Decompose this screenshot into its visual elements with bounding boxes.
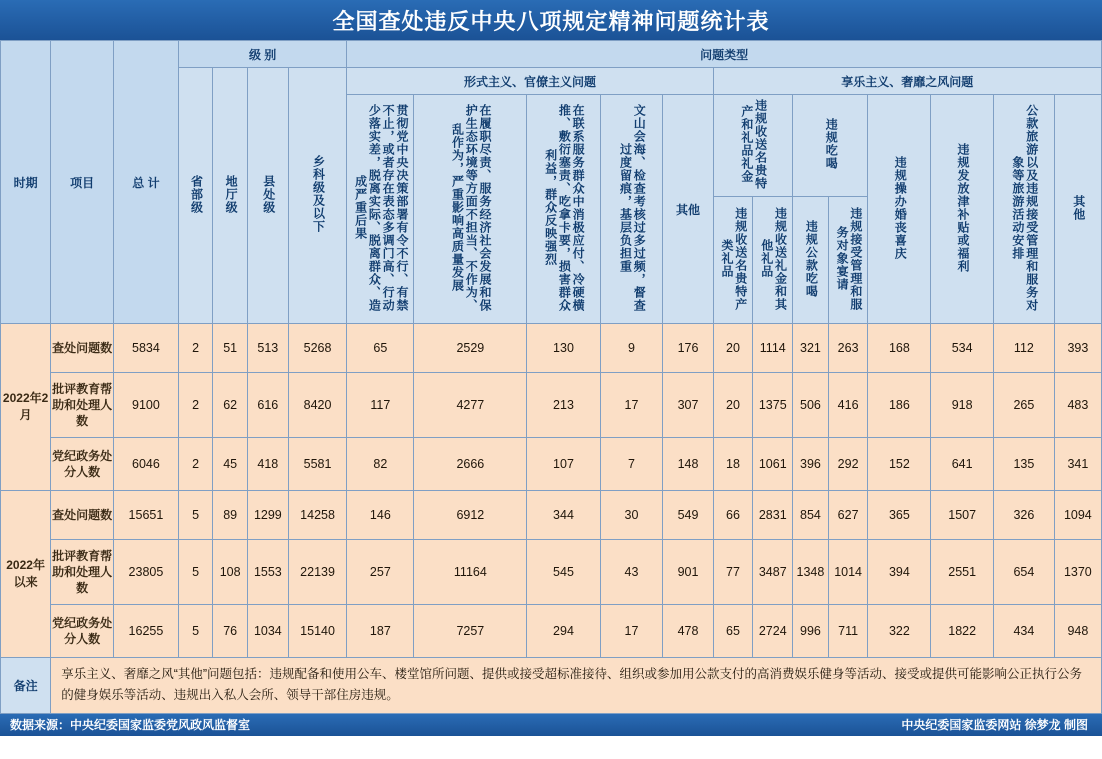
header-formalism-col-4 bbox=[600, 95, 663, 324]
cell-hedonism-3: 711 bbox=[828, 605, 868, 658]
table-row bbox=[1, 540, 1102, 605]
cell-formalism-2: 545 bbox=[527, 540, 600, 605]
cell-level-3: 15140 bbox=[288, 605, 347, 658]
header-hedonism-gift-group-label: 违规收送名贵特产和礼品礼金 bbox=[739, 98, 768, 190]
cell-hedonism-5: 2551 bbox=[931, 540, 994, 605]
cell-formalism-other: 176 bbox=[663, 324, 713, 373]
cell-level-2: 1553 bbox=[247, 540, 288, 605]
cell-hedonism-1: 2831 bbox=[753, 491, 793, 540]
cell-hedonism-2: 506 bbox=[793, 373, 829, 438]
cell-hedonism-6: 434 bbox=[994, 605, 1055, 658]
header-hedonism-gift-sub-1-label: 违规收送名贵特产类礼品 bbox=[719, 206, 748, 311]
cell-hedonism-0: 20 bbox=[713, 324, 753, 373]
cell-formalism-0: 82 bbox=[347, 438, 414, 491]
cell-hedonism-4: 394 bbox=[868, 540, 931, 605]
header-formalism-col-1-label: 贯彻党中央决策部署有令不行、有禁不止，或者存在表态多调门高、行动少落实差，脱离实际、脱离群众、造成严重后果 bbox=[353, 103, 409, 312]
cell-formalism-2: 213 bbox=[527, 373, 600, 438]
cell-level-3: 5268 bbox=[288, 324, 347, 373]
cell-total: 6046 bbox=[114, 438, 179, 491]
row-period-2022-02-label: 2022年2月 bbox=[2, 391, 49, 422]
cell-hedonism-7: 1094 bbox=[1054, 491, 1101, 540]
cell-formalism-1: 2666 bbox=[414, 438, 527, 491]
cell-hedonism-3: 292 bbox=[828, 438, 868, 491]
cell-formalism-1: 7257 bbox=[414, 605, 527, 658]
header-hedonism-travel-label: 公款旅游以及违规接受管理和服务对象等旅游活动安排 bbox=[1010, 103, 1039, 312]
header-hedonism-gift-sub-2-label: 违规收送礼金和其他礼品 bbox=[759, 206, 788, 311]
cell-level-0: 2 bbox=[178, 373, 213, 438]
cell-hedonism-0: 18 bbox=[713, 438, 753, 491]
cell-hedonism-2: 996 bbox=[793, 605, 829, 658]
table-row bbox=[1, 438, 1102, 491]
cell-hedonism-4: 168 bbox=[868, 324, 931, 373]
cell-formalism-0: 257 bbox=[347, 540, 414, 605]
cell-level-1: 76 bbox=[213, 605, 248, 658]
header-level-xianchu bbox=[247, 68, 288, 324]
cell-level-1: 62 bbox=[213, 373, 248, 438]
cell-hedonism-3: 1014 bbox=[828, 540, 868, 605]
cell-hedonism-7: 948 bbox=[1054, 605, 1101, 658]
cell-total: 5834 bbox=[114, 324, 179, 373]
row-item-label: 查处问题数 bbox=[51, 324, 114, 373]
cell-formalism-3: 9 bbox=[600, 324, 663, 373]
row-item-label: 查处问题数 bbox=[51, 491, 114, 540]
cell-hedonism-5: 1822 bbox=[931, 605, 994, 658]
header-hedonism-other-label: 其他 bbox=[1071, 194, 1086, 221]
cell-formalism-1: 4277 bbox=[414, 373, 527, 438]
header-level-sheng-label: 省部级 bbox=[189, 174, 204, 214]
cell-formalism-2: 130 bbox=[527, 324, 600, 373]
cell-formalism-2: 344 bbox=[527, 491, 600, 540]
cell-hedonism-4: 186 bbox=[868, 373, 931, 438]
cell-hedonism-7: 341 bbox=[1054, 438, 1101, 491]
cell-total: 16255 bbox=[114, 605, 179, 658]
cell-hedonism-1: 1061 bbox=[753, 438, 793, 491]
cell-level-2: 1034 bbox=[247, 605, 288, 658]
header-hedonism-dining-group bbox=[793, 95, 868, 197]
remark-row bbox=[1, 658, 1102, 714]
cell-formalism-1: 2529 bbox=[414, 324, 527, 373]
cell-formalism-0: 187 bbox=[347, 605, 414, 658]
header-hedonism-dining-sub-1 bbox=[793, 197, 829, 324]
header-level-diting bbox=[213, 68, 248, 324]
cell-level-0: 2 bbox=[178, 438, 213, 491]
header-hedonism-dining-sub-2-label: 违规接受管理和服务对象宴请 bbox=[835, 206, 863, 311]
header-formalism-col-other: 其他 bbox=[663, 95, 713, 324]
cell-level-2: 513 bbox=[247, 324, 288, 373]
row-item-label: 批评教育帮助和处理人数 bbox=[51, 540, 114, 605]
header-level-diting-label: 地厅级 bbox=[224, 174, 239, 214]
cell-formalism-0: 117 bbox=[347, 373, 414, 438]
cell-hedonism-2: 321 bbox=[793, 324, 829, 373]
cell-hedonism-3: 416 bbox=[828, 373, 868, 438]
cell-hedonism-2: 396 bbox=[793, 438, 829, 491]
page-title: 全国查处违反中央八项规定精神问题统计表 bbox=[0, 0, 1102, 40]
table-row bbox=[1, 373, 1102, 438]
header-hedonism-gift-group bbox=[713, 95, 793, 197]
header-formalism-col-3-label: 在联系服务群众中消极应付、冷硬横推、敷衍塞责、吃拿卡要，损害群众利益，群众反映强烈 bbox=[543, 103, 586, 312]
header-formalism-group: 形式主义、官僚主义问题 bbox=[347, 68, 713, 95]
cell-level-3: 14258 bbox=[288, 491, 347, 540]
header-total: 总 计 bbox=[114, 41, 179, 324]
cell-hedonism-3: 627 bbox=[828, 491, 868, 540]
row-period-2022-02 bbox=[1, 324, 51, 491]
cell-hedonism-4: 152 bbox=[868, 438, 931, 491]
cell-total: 9100 bbox=[114, 373, 179, 438]
row-period-2022-ytd-label: 2022年以来 bbox=[6, 558, 45, 589]
cell-hedonism-7: 483 bbox=[1054, 373, 1101, 438]
cell-hedonism-1: 1114 bbox=[753, 324, 793, 373]
cell-hedonism-5: 641 bbox=[931, 438, 994, 491]
cell-hedonism-6: 326 bbox=[994, 491, 1055, 540]
cell-hedonism-2: 1348 bbox=[793, 540, 829, 605]
header-hedonism-travel bbox=[994, 95, 1055, 324]
row-item-label: 党纪政务处分人数 bbox=[51, 605, 114, 658]
header-hedonism-dining-sub-1-label: 违规公款吃喝 bbox=[804, 219, 819, 298]
cell-hedonism-0: 77 bbox=[713, 540, 753, 605]
cell-level-0: 5 bbox=[178, 605, 213, 658]
cell-formalism-other: 148 bbox=[663, 438, 713, 491]
header-hedonism-gift-sub-1 bbox=[713, 197, 753, 324]
header-formalism-col-1 bbox=[347, 95, 414, 324]
footer-credit: 中央纪委国家监委网站 徐梦龙 制图 bbox=[901, 718, 1088, 732]
header-hedonism-weddings-label: 违规操办婚丧喜庆 bbox=[893, 155, 908, 260]
cell-formalism-0: 65 bbox=[347, 324, 414, 373]
statistics-table bbox=[0, 40, 1102, 714]
cell-hedonism-7: 1370 bbox=[1054, 540, 1101, 605]
header-level-group: 级 别 bbox=[178, 41, 347, 68]
header-hedonism-allowance bbox=[931, 95, 994, 324]
cell-hedonism-5: 534 bbox=[931, 324, 994, 373]
cell-hedonism-0: 66 bbox=[713, 491, 753, 540]
header-item: 项目 bbox=[51, 41, 114, 324]
header-hedonism-weddings bbox=[868, 95, 931, 324]
cell-hedonism-0: 20 bbox=[713, 373, 753, 438]
table-row bbox=[1, 491, 1102, 540]
remark-label: 备注 bbox=[1, 658, 51, 714]
header-formalism-col-2 bbox=[414, 95, 527, 324]
header-period: 时期 bbox=[1, 41, 51, 324]
cell-level-1: 51 bbox=[213, 324, 248, 373]
cell-total: 15651 bbox=[114, 491, 179, 540]
cell-level-1: 108 bbox=[213, 540, 248, 605]
cell-formalism-1: 6912 bbox=[414, 491, 527, 540]
cell-total: 23805 bbox=[114, 540, 179, 605]
cell-formalism-3: 17 bbox=[600, 373, 663, 438]
cell-formalism-1: 11164 bbox=[414, 540, 527, 605]
cell-formalism-3: 30 bbox=[600, 491, 663, 540]
cell-level-3: 22139 bbox=[288, 540, 347, 605]
cell-level-3: 8420 bbox=[288, 373, 347, 438]
cell-hedonism-6: 654 bbox=[994, 540, 1055, 605]
cell-hedonism-4: 322 bbox=[868, 605, 931, 658]
cell-hedonism-1: 3487 bbox=[753, 540, 793, 605]
cell-level-1: 89 bbox=[213, 491, 248, 540]
header-formalism-col-4-label: 文山会海、检查考核过多过频，督查过度留痕，基层负担重 bbox=[618, 103, 647, 312]
header-row-1 bbox=[1, 41, 1102, 68]
cell-hedonism-3: 263 bbox=[828, 324, 868, 373]
table-row bbox=[1, 605, 1102, 658]
header-hedonism-other bbox=[1054, 95, 1101, 324]
cell-hedonism-1: 2724 bbox=[753, 605, 793, 658]
cell-formalism-2: 294 bbox=[527, 605, 600, 658]
cell-formalism-other: 478 bbox=[663, 605, 713, 658]
footer-bar bbox=[0, 714, 1102, 736]
cell-hedonism-5: 918 bbox=[931, 373, 994, 438]
cell-formalism-3: 7 bbox=[600, 438, 663, 491]
cell-formalism-2: 107 bbox=[527, 438, 600, 491]
cell-hedonism-1: 1375 bbox=[753, 373, 793, 438]
header-hedonism-gift-sub-2 bbox=[753, 197, 793, 324]
header-hedonism-dining-group-label: 违规吃喝 bbox=[824, 118, 839, 170]
header-level-xiangke bbox=[288, 68, 347, 324]
cell-hedonism-5: 1507 bbox=[931, 491, 994, 540]
header-problem-type: 问题类型 bbox=[347, 41, 1102, 68]
header-formalism-col-2-label: 在履职尽责、服务经济社会发展和保护生态环境等方面不担当、不作为、乱作为，严重影响高质量发展 bbox=[450, 103, 493, 312]
cell-level-2: 616 bbox=[247, 373, 288, 438]
cell-hedonism-2: 854 bbox=[793, 491, 829, 540]
header-hedonism-dining-sub-2 bbox=[828, 197, 868, 324]
cell-level-0: 2 bbox=[178, 324, 213, 373]
cell-level-0: 5 bbox=[178, 540, 213, 605]
cell-level-2: 1299 bbox=[247, 491, 288, 540]
header-formalism-col-3 bbox=[527, 95, 600, 324]
cell-level-0: 5 bbox=[178, 491, 213, 540]
cell-formalism-other: 549 bbox=[663, 491, 713, 540]
cell-formalism-3: 43 bbox=[600, 540, 663, 605]
header-hedonism-group: 享乐主义、奢靡之风问题 bbox=[713, 68, 1101, 95]
header-level-xiangke-label: 乡科级及以下 bbox=[311, 155, 326, 233]
cell-hedonism-6: 135 bbox=[994, 438, 1055, 491]
cell-hedonism-4: 365 bbox=[868, 491, 931, 540]
header-level-xianchu-label: 县处级 bbox=[261, 174, 276, 214]
cell-hedonism-6: 112 bbox=[994, 324, 1055, 373]
table-row bbox=[1, 324, 1102, 373]
cell-level-2: 418 bbox=[247, 438, 288, 491]
remark-text: 享乐主义、奢靡之风“其他”问题包括：违规配备和使用公车、楼堂馆所问题、提供或接受超标准接待、组织或参加用公款支付的高消费娱乐健身等活动、接受或提供可能影响公正执行公务的健身娱乐等活动、违规出入私人会所、领导干部住房违规。 bbox=[51, 658, 1102, 714]
cell-formalism-0: 146 bbox=[347, 491, 414, 540]
cell-hedonism-6: 265 bbox=[994, 373, 1055, 438]
cell-formalism-3: 17 bbox=[600, 605, 663, 658]
cell-hedonism-0: 65 bbox=[713, 605, 753, 658]
row-item-label: 党纪政务处分人数 bbox=[51, 438, 114, 491]
cell-formalism-other: 307 bbox=[663, 373, 713, 438]
row-period-2022-ytd bbox=[1, 491, 51, 658]
cell-level-1: 45 bbox=[213, 438, 248, 491]
footer-source: 数据来源：中央纪委国家监委党风政风监督室 bbox=[10, 718, 251, 732]
header-hedonism-allowance-label: 违规发放津补贴或福利 bbox=[956, 142, 971, 273]
cell-hedonism-7: 393 bbox=[1054, 324, 1101, 373]
header-level-sheng bbox=[178, 68, 213, 324]
row-item-label: 批评教育帮助和处理人数 bbox=[51, 373, 114, 438]
cell-level-3: 5581 bbox=[288, 438, 347, 491]
cell-formalism-other: 901 bbox=[663, 540, 713, 605]
